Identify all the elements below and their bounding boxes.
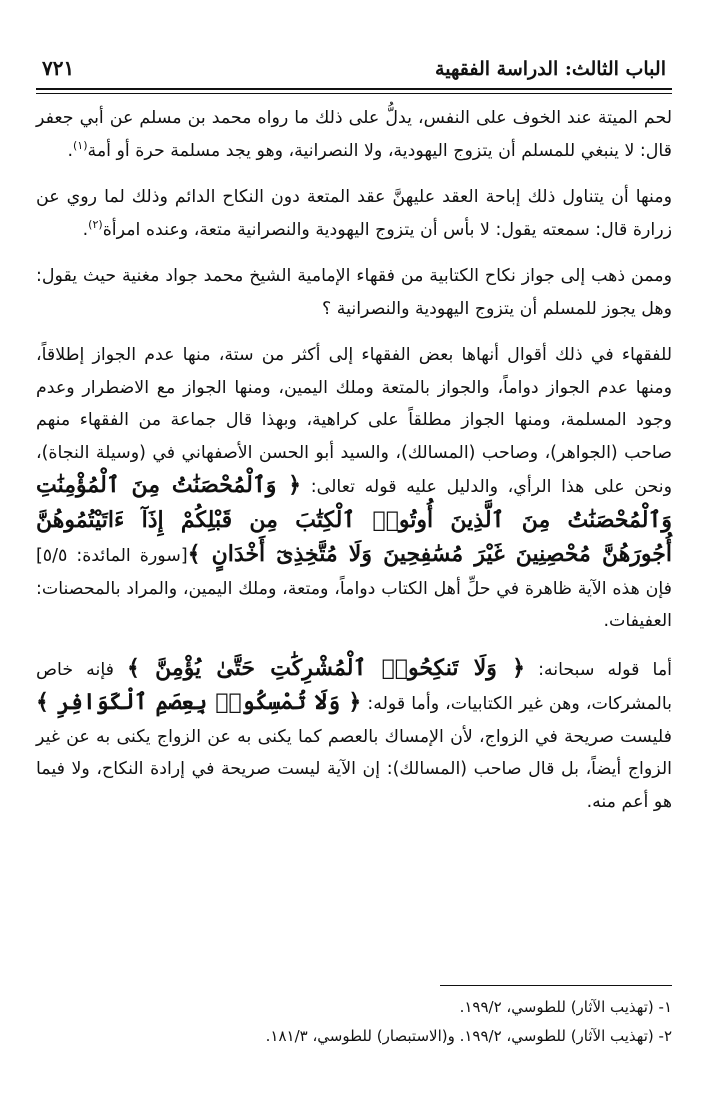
paragraph-3 (36, 260, 672, 325)
quran-verse-mushrikat: ﴿ وَلَا تَنكِحُوا۟ ٱلْمُشْرِكَٰتِ حَتَّىٰ يُؤْمِنَّ ﴾ (127, 654, 525, 681)
paragraph-4 (36, 339, 672, 638)
book-page (36, 40, 672, 1081)
paragraph-3-text: وممن ذهب إلى جواز نكاح الكتابية من فقهاء الإمامية الشيخ محمد جواد مغنية حيث يقول: وهل يجوز للمسلم أن يتزوج اليهودية والنصرانية ؟ (36, 266, 672, 319)
paragraph-1 (36, 102, 672, 167)
paragraph-5-text: أما قوله سبحانه: (524, 659, 672, 680)
paragraph-2 (36, 181, 672, 246)
header-rule (36, 88, 672, 94)
footnote-rule (440, 985, 672, 986)
quran-verse-almaidah: ﴿ وَٱلْمُحْصَنَٰتُ مِنَ ٱلْمُؤْمِنَٰتِ وَٱلْمُحْصَنَٰتُ مِنَ ٱلَّذِينَ أُوتُوا۟ ٱلْكِتَٰبَ مِن قَبْلِكُمْ إِذَآ ءَاتَيْتُمُوهُنَّ أُجُورَهُنَّ مُحْصِنِينَ غَيْرَ مُسَٰفِحِينَ وَلَا مُتَّخِذِىٓ أَخْدَانٍ ﴾ (36, 472, 672, 567)
footnotes (36, 993, 672, 1051)
footnote-2: ٢- (تهذيب الآثار) للطوسي، ١٩٩/٢. و(الاستبصار) للطوسي، ١٨١/٣. (265, 1027, 672, 1045)
footnote-1: ١- (تهذيب الآثار) للطوسي، ١٩٩/٢. (459, 998, 672, 1016)
quran-verse-kawafir: ﴿ وَلَا تُمْسِكُوا۟ بِعِصَمِ ٱلْكَوَافِرِ ﴾ (36, 689, 362, 715)
footnote-ref-1: (١) (72, 138, 88, 152)
paragraph-1-text: لحم الميتة عند الخوف على النفس، يدلُّ على ذلك ما رواه محمد بن مسلم عن أبي جعفر قال: لا ينبغي للمسلم أن يتزوج اليهودية، ولا النصرانية، وهو يجد مسلمة حرة أو أمة (36, 108, 672, 161)
paragraph-5 (36, 652, 672, 819)
paragraph-5-middle: فإنه خاص بالمشركات، وهن غير الكتابيات، وأما قوله: (36, 659, 672, 714)
body-text (36, 102, 672, 818)
footnote-ref-2: (٢) (88, 217, 103, 231)
paragraph-4-text: للفقهاء في ذلك أقوال أنهاها بعض الفقهاء إلى أكثر من ستة، منها عدم الجواز إطلاقاً، ومنها عدم الجواز دواماً، والجواز بالمتعة وملك اليمين، ومنها الجواز مع الاضطرار وعدم وجود المسلمة، ومنها الجواز مطلقاً على كراهية، وبهذا قال جماعة من الفقهاء منهم صاحب (الجواهر)، وصاحب (المسالك)، والسيد أبو الحسن الأصفهاني في (وسيلة النجاة)، ونحن على هذا الرأي، والدليل عليه قوله تعالى: (36, 345, 672, 497)
paragraph-2-end: . (82, 219, 89, 240)
chapter-title: الباب الثالث: الدراسة الفقهية (435, 58, 666, 80)
paragraph-1-end: . (67, 140, 73, 161)
page-number: ٧٢١ (42, 56, 75, 80)
paragraph-5-end: فليست صريحة في الزواج، لأن الإمساك بالعصم كما يكنى به عن الزواج يكنى به عن غير الزواج أيضاً، بل قال صاحب (المسالك): إن الآية ليست صريحة في إرادة النكاح، ولا فيما هو أعم منه. (36, 726, 672, 812)
paragraph-2-text: ومنها أن يتناول ذلك إباحة العقد عليهنَّ عقد المتعة دون النكاح الدائم وذلك لما روي عن زرارة قال: سمعته يقول: لا بأس أن يتزوج اليهودية والنصرانية متعة، وعنده امرأة (36, 187, 672, 240)
paragraph-4-end: [سورة المائدة: ٥/٥] فإن هذه الآية ظاهرة في حلِّ أهل الكتاب دواماً، ومتعة، وملك اليمين، والمراد بالمحصنات: العفيفات. (36, 546, 672, 631)
running-header (36, 40, 672, 80)
